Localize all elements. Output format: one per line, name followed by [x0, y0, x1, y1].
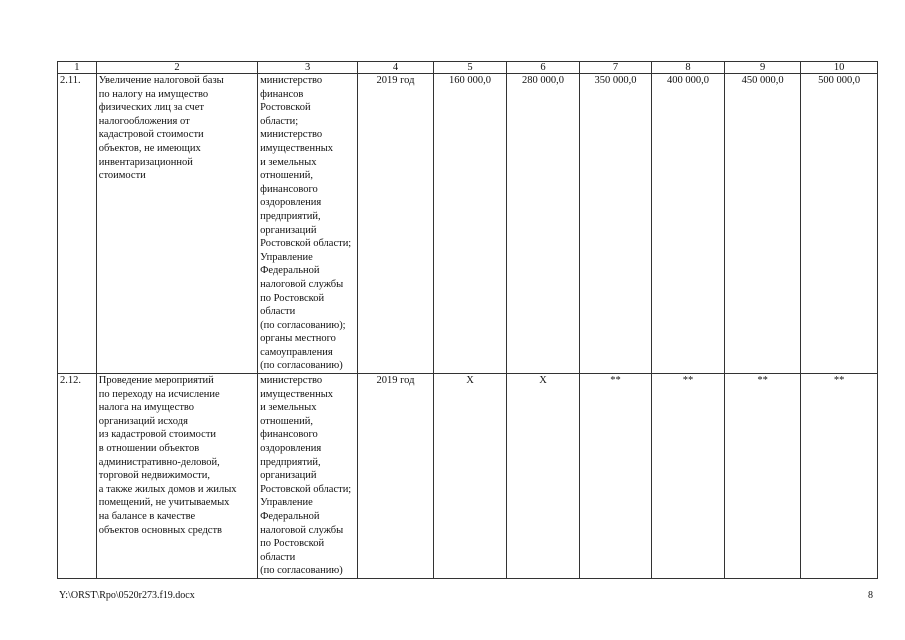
value-cell: ** [724, 374, 801, 579]
footer-file-path: Y:\ORST\Rpo\0520r273.f19.docx [59, 590, 195, 601]
header-cell: 5 [433, 62, 507, 74]
header-cell: 1 [58, 62, 97, 74]
table-row [58, 74, 878, 374]
header-cell: 8 [652, 62, 725, 74]
header-cell: 9 [724, 62, 801, 74]
deadline-year: 2019 год [358, 374, 434, 579]
header-cell: 6 [507, 62, 580, 74]
executors: министерство имущественных и земельных отношений, финансового оздоровления предприятий, организаций Ростовской области; Управление Федеральной налоговой службы по Ростовской области (по согласованию) [258, 374, 358, 579]
value-cell: 500 000,0 [801, 74, 878, 374]
value-cell: ** [652, 374, 725, 579]
measures-table [57, 61, 878, 579]
value-cell: 450 000,0 [724, 74, 801, 374]
value-cell: ** [801, 374, 878, 579]
header-cell: 3 [258, 62, 358, 74]
header-cell: 4 [358, 62, 434, 74]
value-cell: 280 000,0 [507, 74, 580, 374]
header-row [58, 62, 878, 74]
value-cell: ** [579, 374, 652, 579]
row-number: 2.12. [58, 374, 97, 579]
value-cell: 160 000,0 [433, 74, 507, 374]
measure-name: Увеличение налоговой базы по налогу на имущество физических лиц за счет налогообложения от кадастровой стоимости объектов, не имеющих инвентаризационной стоимости [96, 74, 257, 374]
deadline-year: 2019 год [358, 74, 434, 374]
row-number: 2.11. [58, 74, 97, 374]
page-number: 8 [868, 590, 873, 601]
table-row [58, 374, 878, 579]
header-cell: 10 [801, 62, 878, 74]
value-cell: 350 000,0 [579, 74, 652, 374]
value-cell: 400 000,0 [652, 74, 725, 374]
header-cell: 7 [579, 62, 652, 74]
measure-name: Проведение мероприятий по переходу на исчисление налога на имущество организаций исходя из кадастровой стоимости в отношении объектов административно-деловой, торговой недвижимости, а также жилых домов и жилых помещений, не учитываемых на балансе в качестве объектов основных средств [96, 374, 257, 579]
header-cell: 2 [96, 62, 257, 74]
value-cell: Х [507, 374, 580, 579]
executors: министерство финансов Ростовской области; министерство имущественных и земельных отношений, финансового оздоровления предприятий, организаций Ростовской области; Управление Федеральной налоговой службы по Ростовской области (по согласованию); органы местного самоуправления (по согласованию) [258, 74, 358, 374]
value-cell: Х [433, 374, 507, 579]
